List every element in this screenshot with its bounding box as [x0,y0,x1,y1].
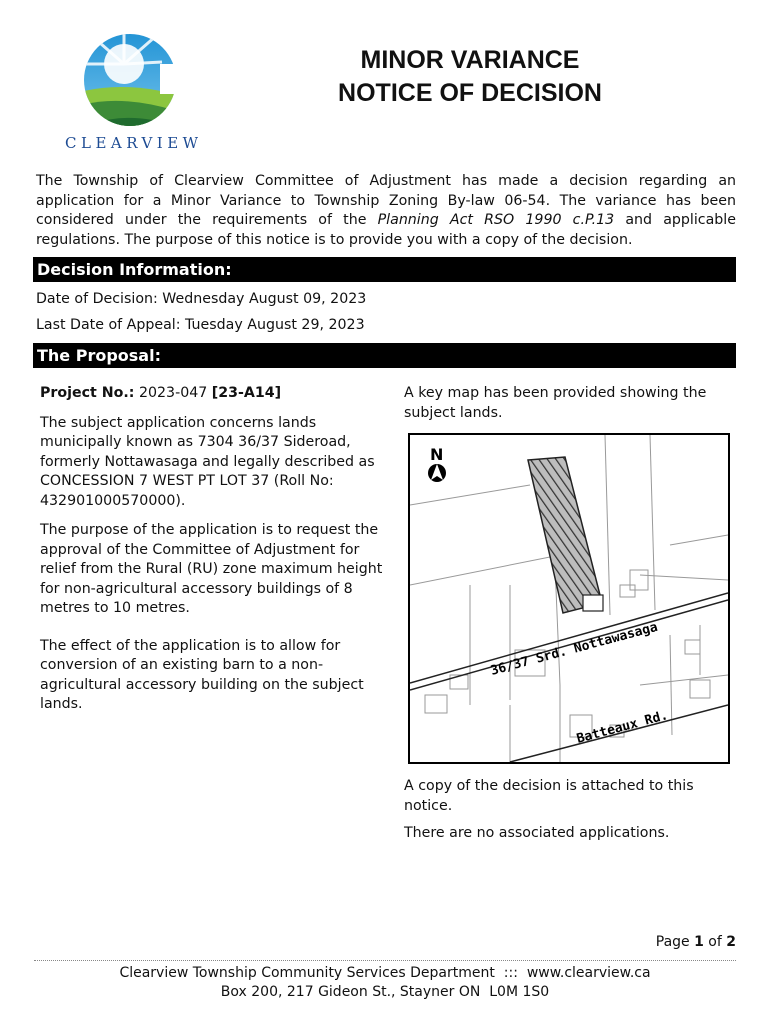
no-associated-text: There are no associated applications. [404,825,670,841]
decision-attached-note [404,777,744,852]
project-label: Project No.: [40,385,135,401]
page-title [270,44,670,110]
road-label-nottawasaga: 36/37 Srd. Nottawasaga [489,619,660,679]
project-code: [23-A14] [211,385,282,401]
key-map [408,433,730,764]
clearview-logo [62,24,212,156]
title-line-1: MINOR VARIANCE [360,46,580,74]
purpose-paragraph: The purpose of the application is to request the approval of the Committee of Adjustment for relief from the Rural (RU) zone maximum height for non-agricultural accessory buildings of 8 metres to 10 metres. [40,522,383,616]
north-label: N [430,445,444,464]
intro-text-1: The Township of Clearview Committee of Adjustment has made a decision regarding an application for a Minor Variance to Township Zoning By-law 06-54. The variance has been considered under the requirements of the [36,173,736,228]
road-label-batteaux: Batteaux Rd. [575,708,670,747]
proposal-heading: The Proposal: [33,343,736,368]
logo-wordmark: CLEARVIEW [65,134,203,152]
page-number [656,934,736,950]
footer-line-1: Clearview Township Community Services Department ::: www.clearview.ca [119,965,651,981]
key-map-drawing [410,435,728,762]
decision-heading: Decision Information: [33,257,736,282]
proposal-left-column [40,384,392,725]
page-prefix: Page [655,934,695,950]
page-of: of [703,934,727,950]
clearview-logo-mark [62,24,212,136]
project-number: 2023-047 [134,385,212,401]
footer-divider [34,960,736,961]
keymap-caption [404,384,744,431]
intro-act: Planning Act RSO 1990 c.P.13 [377,212,615,228]
date-of-decision: Date of Decision: Wednesday August 09, 2023 [36,291,367,307]
subject-lands-paragraph: The subject application concerns lands municipally known as 7304 36/37 Sideroad, formerly Nottawasaga and legally described as CONCESSION 7 WEST PT LOT 37 (Roll No: 432901000570000). [40,414,375,509]
page-total: 2 [726,934,736,950]
keymap-text: A key map has been provided showing the subject lands. [404,385,707,421]
intro-paragraph [36,172,736,250]
page-current: 1 [694,934,704,950]
footer [0,964,770,1002]
title-line-2: NOTICE OF DECISION [338,79,602,107]
last-date-of-appeal: Last Date of Appeal: Tuesday August 29, 2023 [36,317,365,333]
copy-text: A copy of the decision is attached to this notice. [404,778,694,814]
effect-paragraph: The effect of the application is to allow for conversion of an existing barn to a non-agricultural accessory building on the subject lands. [40,637,364,712]
footer-line-2: Box 200, 217 Gideon St., Stayner ON L0M 1S0 [220,984,550,1000]
intro-text-2: and applicable regulations. The purpose of this notice is to provide you with a copy of the decision. [36,212,736,248]
project-line [40,384,392,404]
